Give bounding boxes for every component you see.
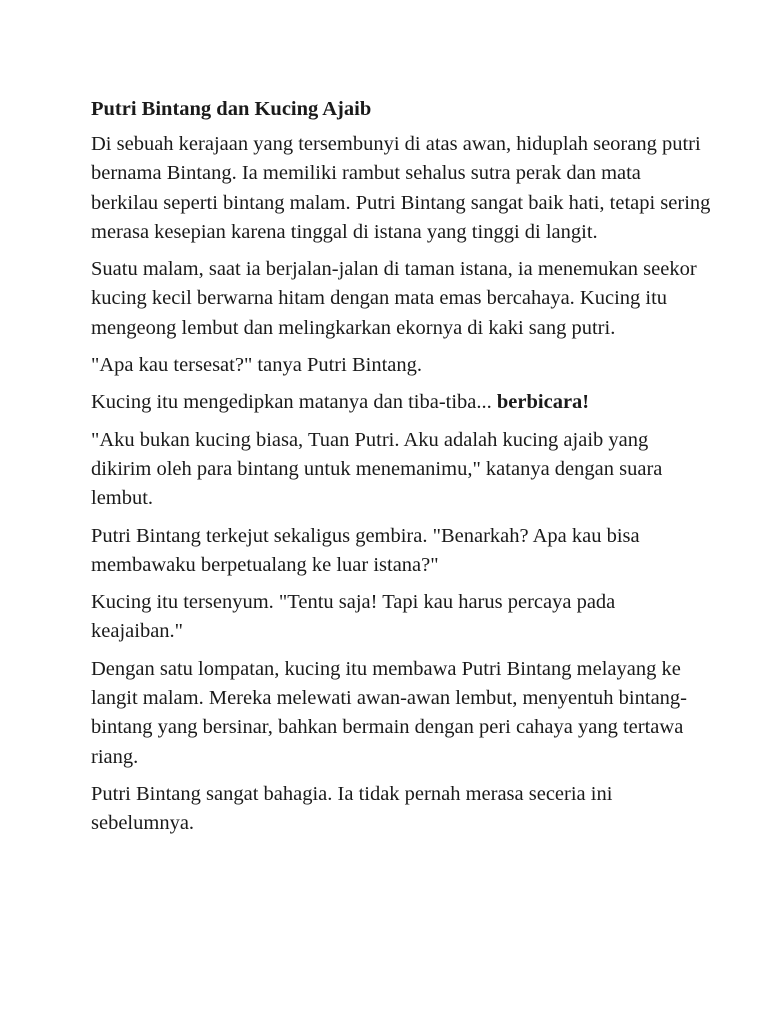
story-title: Putri Bintang dan Kucing Ajaib	[91, 98, 372, 120]
paragraph-9: Putri Bintang sangat bahagia. Ia tidak pernah merasa seceria ini sebelumnya.	[91, 782, 613, 835]
paragraph-3: "Apa kau tersesat?" tanya Putri Bintang.	[91, 354, 422, 377]
paragraph-8: Dengan satu lompatan, kucing itu membawa Putri Bintang melayang ke langit malam. Mereka melewati awan-awan lembut, menyentuh bintang-bintang yang bersinar, bahkan bermain dengan peri cahaya yang tertawa riang.	[91, 657, 688, 768]
paragraph-4	[91, 388, 711, 417]
paragraph-4-text: Kucing itu mengedipkan matanya dan tiba-tiba...	[91, 391, 497, 414]
bold-word: berbicara!	[496, 391, 590, 414]
paragraph-6: Putri Bintang terkejut sekaligus gembira. "Benarkah? Apa kau bisa membawaku berpetualang ke luar istana?"	[91, 524, 640, 576]
paragraph-7: Kucing itu tersenyum. "Tentu saja! Tapi kau harus percaya pada keajaiban."	[91, 591, 616, 643]
paragraph-2: Suatu malam, saat ia berjalan-jalan di taman istana, ia menemukan seekor kucing kecil berwarna hitam dengan mata emas bercahaya. Kucing itu mengeong lembut dan melingkarkan ekornya di kaki sang putri.	[91, 258, 697, 339]
paragraph-5: "Aku bukan kucing biasa, Tuan Putri. Aku adalah kucing ajaib yang dikirim oleh para bintang untuk menemanimu," katanya dengan suara lembut.	[91, 428, 663, 510]
document-page	[91, 96, 711, 847]
paragraph-1: Di sebuah kerajaan yang tersembunyi di atas awan, hiduplah seorang putri bernama Bintang. Ia memiliki rambut sehalus sutra perak dan mata berkilau seperti bintang malam. Putri Bintang sangat baik hati, tetapi sering merasa kesepian karena tinggal di istana yang tinggi di langit.	[91, 133, 711, 243]
